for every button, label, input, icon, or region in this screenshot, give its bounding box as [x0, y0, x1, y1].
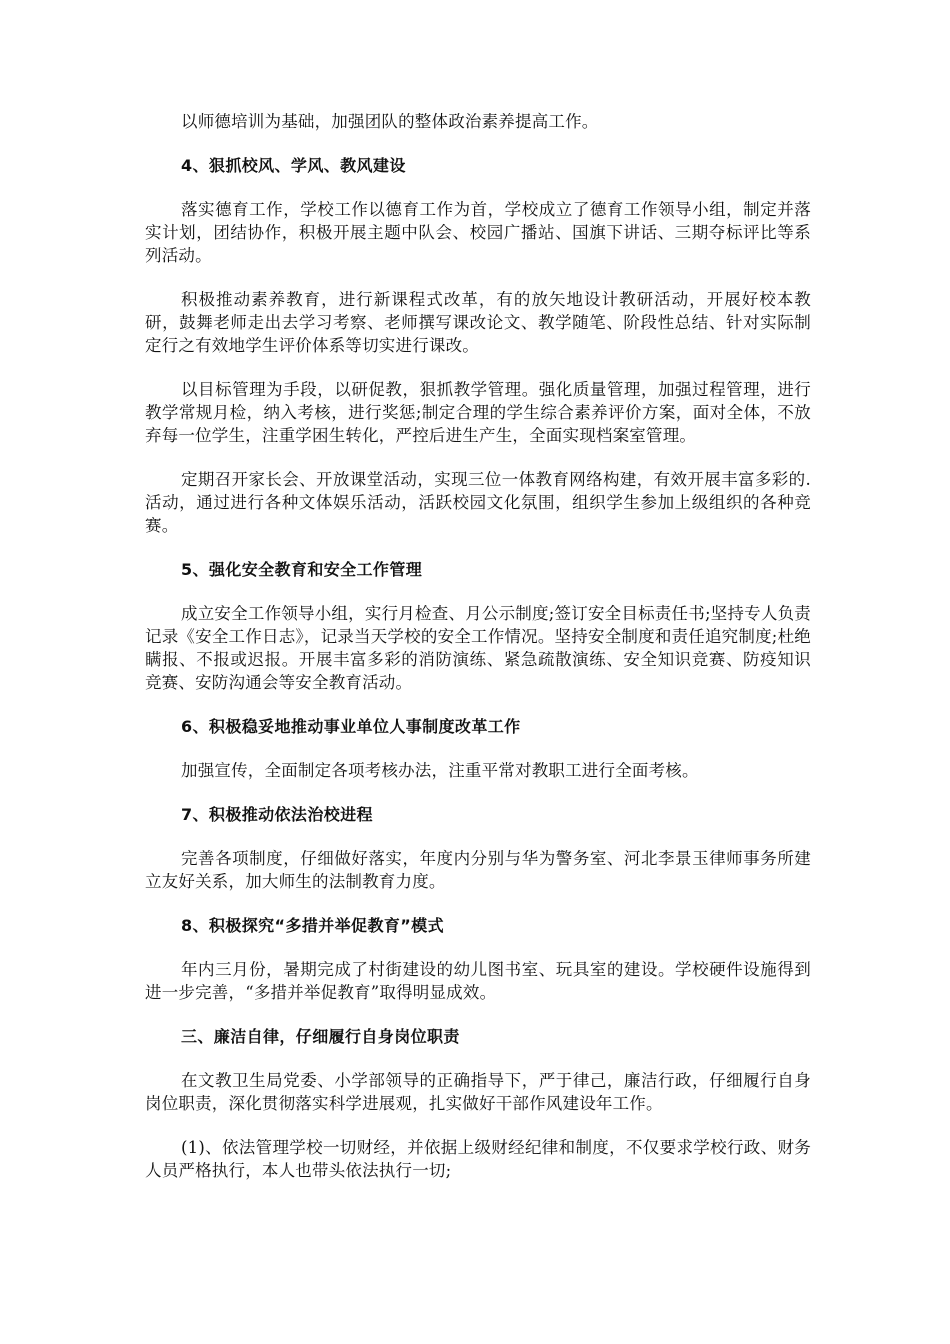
section-heading-4: 4、狠抓校风、学风、教风建设 [181, 156, 406, 175]
paragraph-5: 定期召开家长会、开放课堂活动，实现三位一体教育网络构建，有效开展丰富多彩的.活动，通过进行各种文体娱乐活动，活跃校园文化氛围，组织学生参加上级组织的各种竞赛。 [145, 470, 811, 535]
paragraph-10: 在文教卫生局党委、小学部领导的正确指导下，严于律己，廉洁行政，仔细履行自身岗位职责，深化贯彻落实科学进展观，扎实做好干部作风建设年工作。 [145, 1071, 811, 1113]
paragraph-3: 积极推动素养教育，进行新课程式改革，有的放矢地设计教研活动，开展好校本教研，鼓舞老师走出去学习考察、老师撰写课改论文、教学随笔、阶段性总结、针对实际制定行之有效地学生评价体系等切实进行课改。 [145, 290, 811, 355]
section-heading-5: 5、强化安全教育和安全工作管理 [181, 560, 423, 579]
section-heading-3: 三、廉洁自律，仔细履行自身岗位职责 [181, 1027, 460, 1046]
section-heading-8: 8、积极探究“多措并举促教育”模式 [181, 916, 444, 935]
paragraph-4: 以目标管理为手段，以研促教，狠抓教学管理。强化质量管理，加强过程管理，进行教学常规月检，纳入考核，进行奖惩;制定合理的学生综合素养评价方案，面对全体，不放弃每一位学生，注重学困生转化，严控后进生产生，全面实现档案室管理。 [145, 380, 811, 445]
paragraph-9: 年内三月份，暑期完成了村街建设的幼儿图书室、玩具室的建设。学校硬件设施得到进一步完善，“多措并举促教育”取得明显成效。 [145, 960, 811, 1002]
section-heading-7: 7、积极推动依法治校进程 [181, 805, 373, 824]
paragraph-7: 加强宣传，全面制定各项考核办法，注重平常对教职工进行全面考核。 [181, 761, 699, 780]
document-page [145, 110, 811, 1203]
paragraph-11: (1)、依法管理学校一切财经，并依据上级财经纪律和制度，不仅要求学校行政、财务人员严格执行，本人也带头依法执行一切; [145, 1138, 811, 1180]
paragraph-8: 完善各项制度，仔细做好落实，年度内分别与华为警务室、河北李景玉律师事务所建立友好关系，加大师生的法制教育力度。 [145, 849, 811, 891]
paragraph-2: 落实德育工作，学校工作以德育工作为首，学校成立了德育工作领导小组，制定并落实计划，团结协作，积极开展主题中队会、校园广播站、国旗下讲话、三期夺标评比等系列活动。 [145, 200, 811, 265]
paragraph-1: 以师德培训为基础，加强团队的整体政治素养提高工作。 [181, 112, 599, 131]
paragraph-6: 成立安全工作领导小组，实行月检查、月公示制度;签订安全目标责任书;坚持专人负责记录《安全工作日志》，记录当天学校的安全工作情况。坚持安全制度和责任追究制度;杜绝瞒报、不报或迟报。开展丰富多彩的消防演练、紧急疏散演练、安全知识竞赛、防疫知识竞赛、安防沟通会等安全教育活动。 [145, 604, 811, 692]
section-heading-6: 6、积极稳妥地推动事业单位人事制度改革工作 [181, 717, 521, 736]
